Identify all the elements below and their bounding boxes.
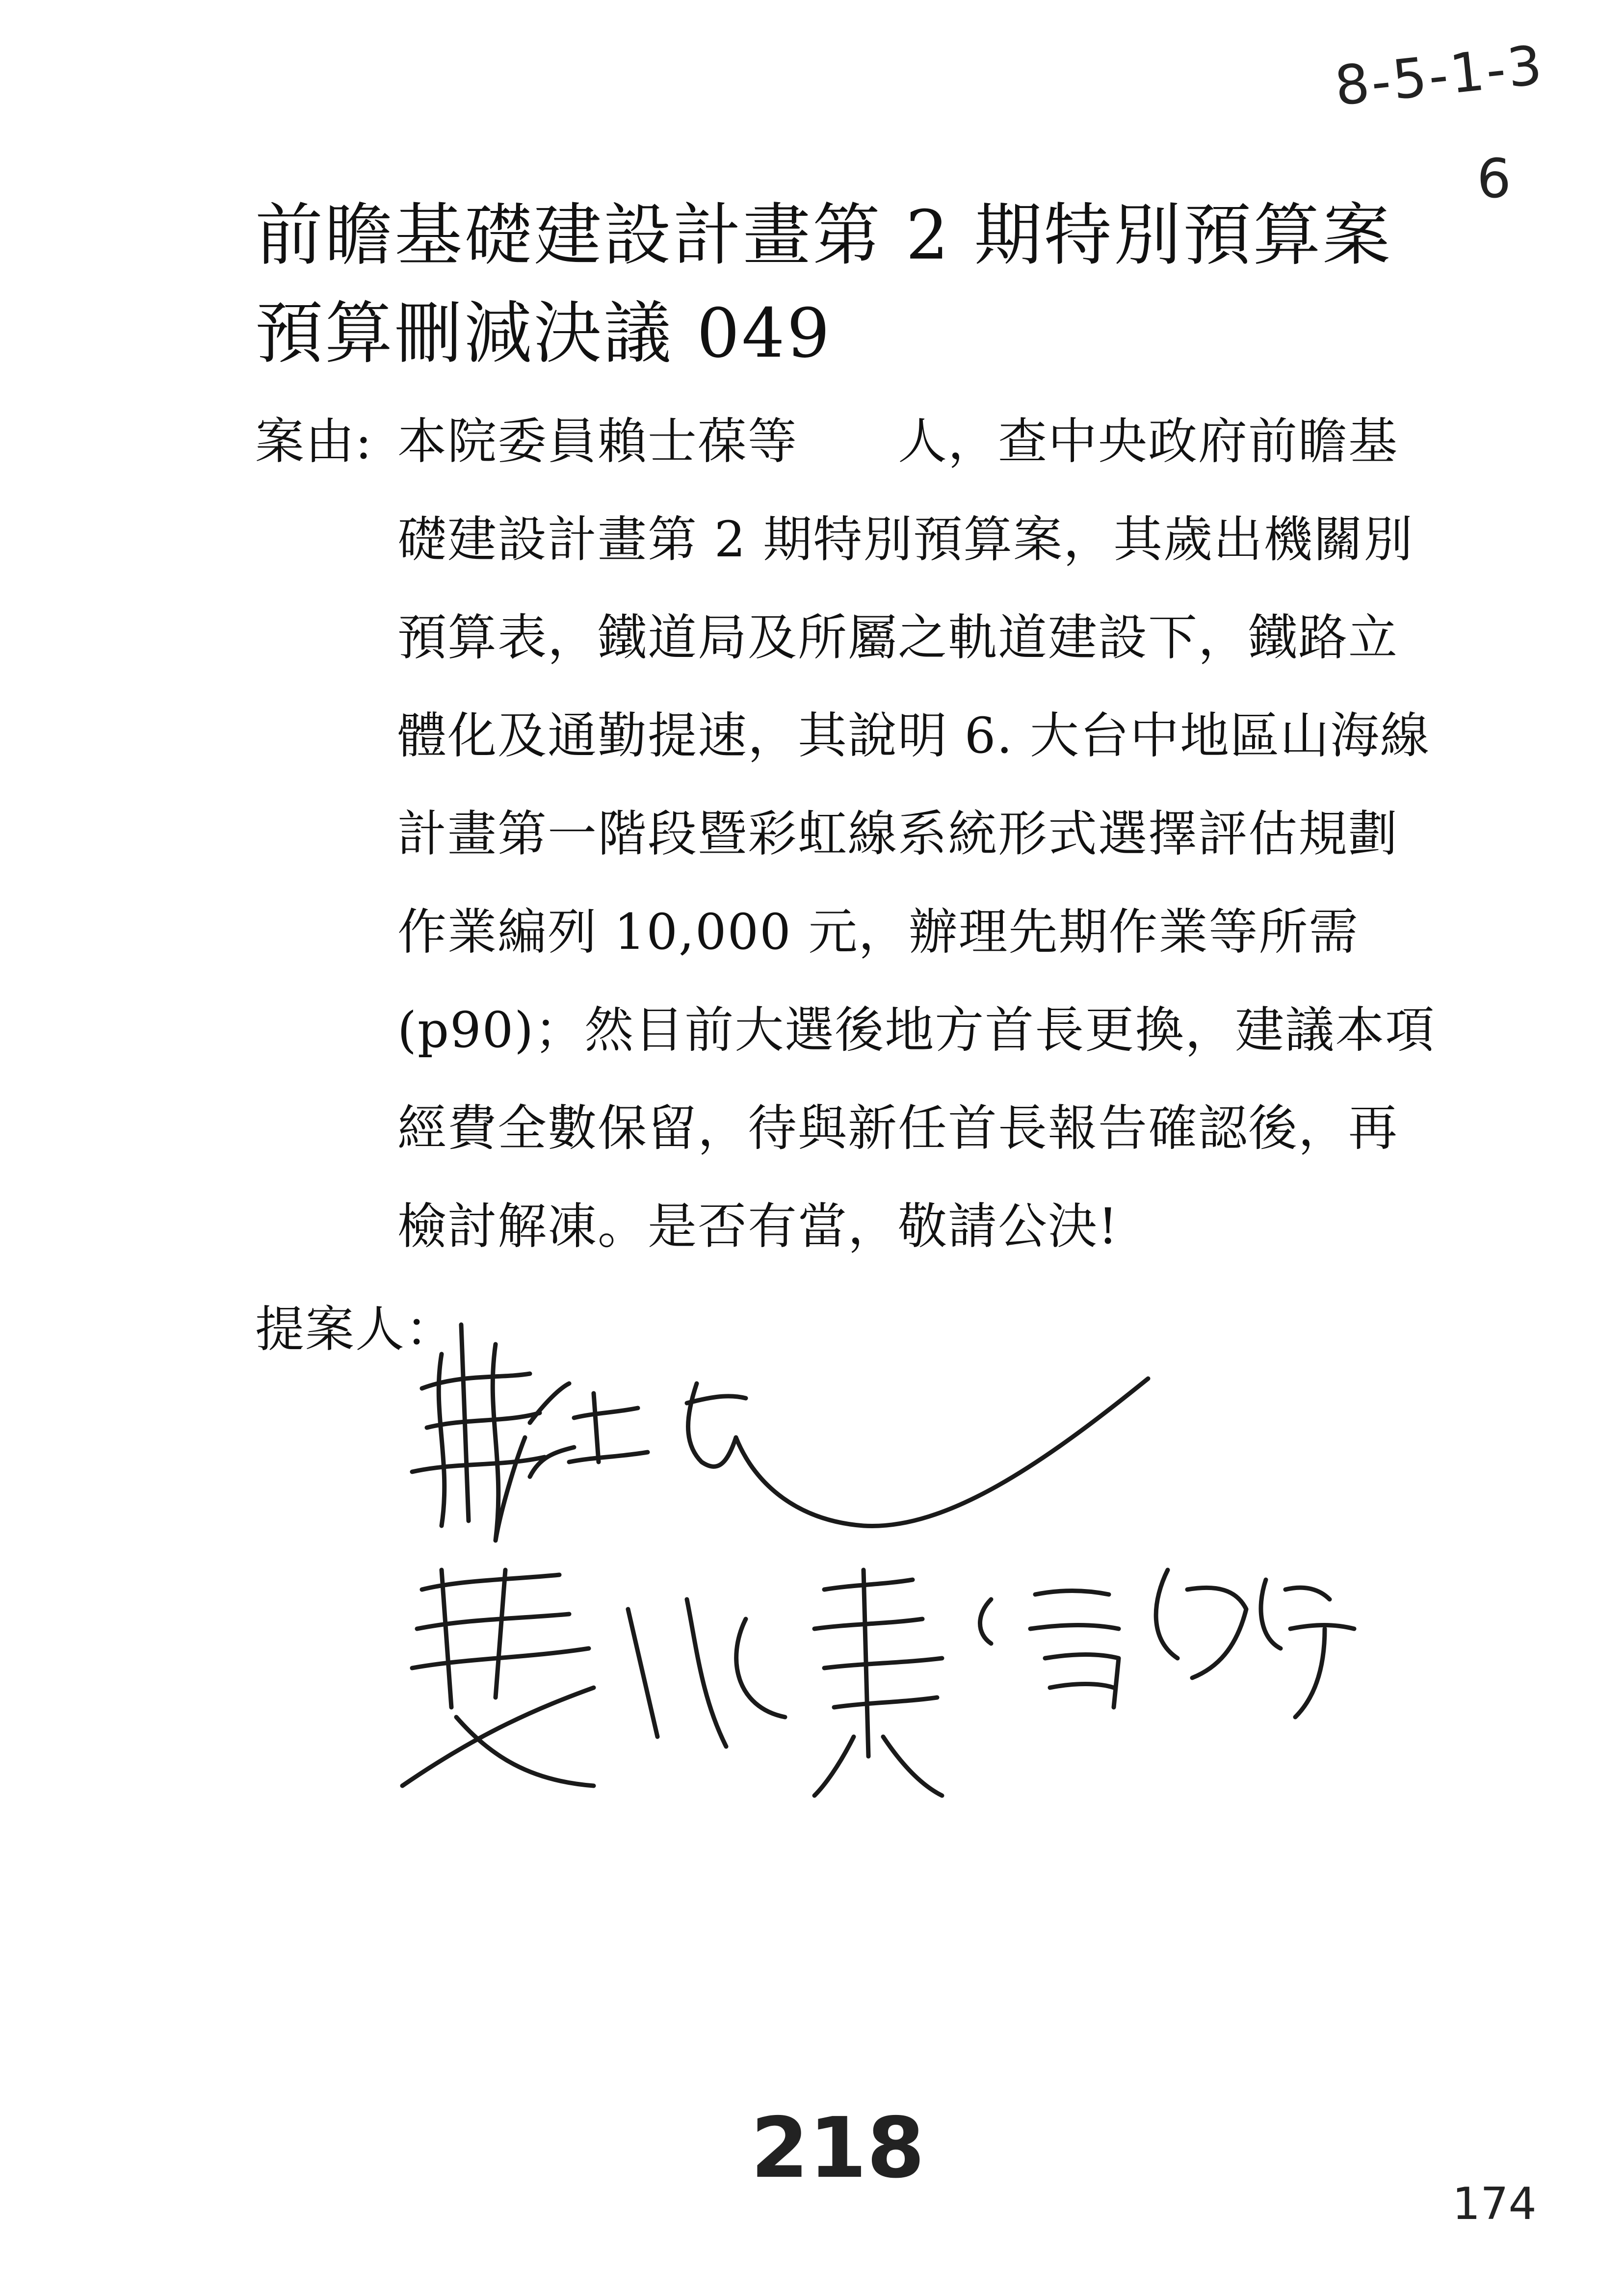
case-text-line: 本院委員賴士葆等 人，查中央政府前瞻基 [397, 413, 1398, 470]
case-text-line: 預算表，鐵道局及所屬之軌道建設下，鐵路立 [397, 609, 1398, 666]
case-text-line: 作業編列 10,000 元，辦理先期作業等所需 [397, 903, 1359, 961]
handwritten-signatures [383, 1315, 1413, 1854]
case-text-line: (p90)；然目前大選後地方首長更換，建議本項 [397, 1001, 1436, 1059]
document-title-line-2: 預算刪減決議 049 [255, 294, 832, 373]
case-text-line: 檢討解凍。是否有當，敬請公決! [397, 1198, 1119, 1255]
case-label: 案由: [255, 413, 373, 470]
case-text-line: 經費全數保留，待與新任首長報告確認後，再 [397, 1099, 1398, 1157]
handwritten-corner-number: 174 [1452, 2178, 1537, 2230]
case-text-line: 計畫第一階段暨彩虹線系統形式選擇評估規劃 [397, 805, 1398, 862]
document-title-line-1: 前瞻基礎建設計畫第 2 期特別預算案 [255, 196, 1392, 275]
case-text-line: 體化及通勤提速，其說明 6. 大台中地區山海線 [397, 707, 1430, 764]
handwritten-page-number: 218 [751, 2100, 925, 2197]
handwritten-reference-number: 6 [1477, 147, 1511, 210]
signature-3 [980, 1570, 1355, 1717]
handwritten-reference-code: 8-5-1-3 [1332, 33, 1547, 118]
signature-2 [402, 1570, 942, 1796]
proposer-label: 提案人： [255, 1301, 455, 1358]
signature-1 [412, 1325, 1148, 1540]
case-text-line: 礎建設計畫第 2 期特別預算案，其歲出機關別 [397, 511, 1414, 568]
